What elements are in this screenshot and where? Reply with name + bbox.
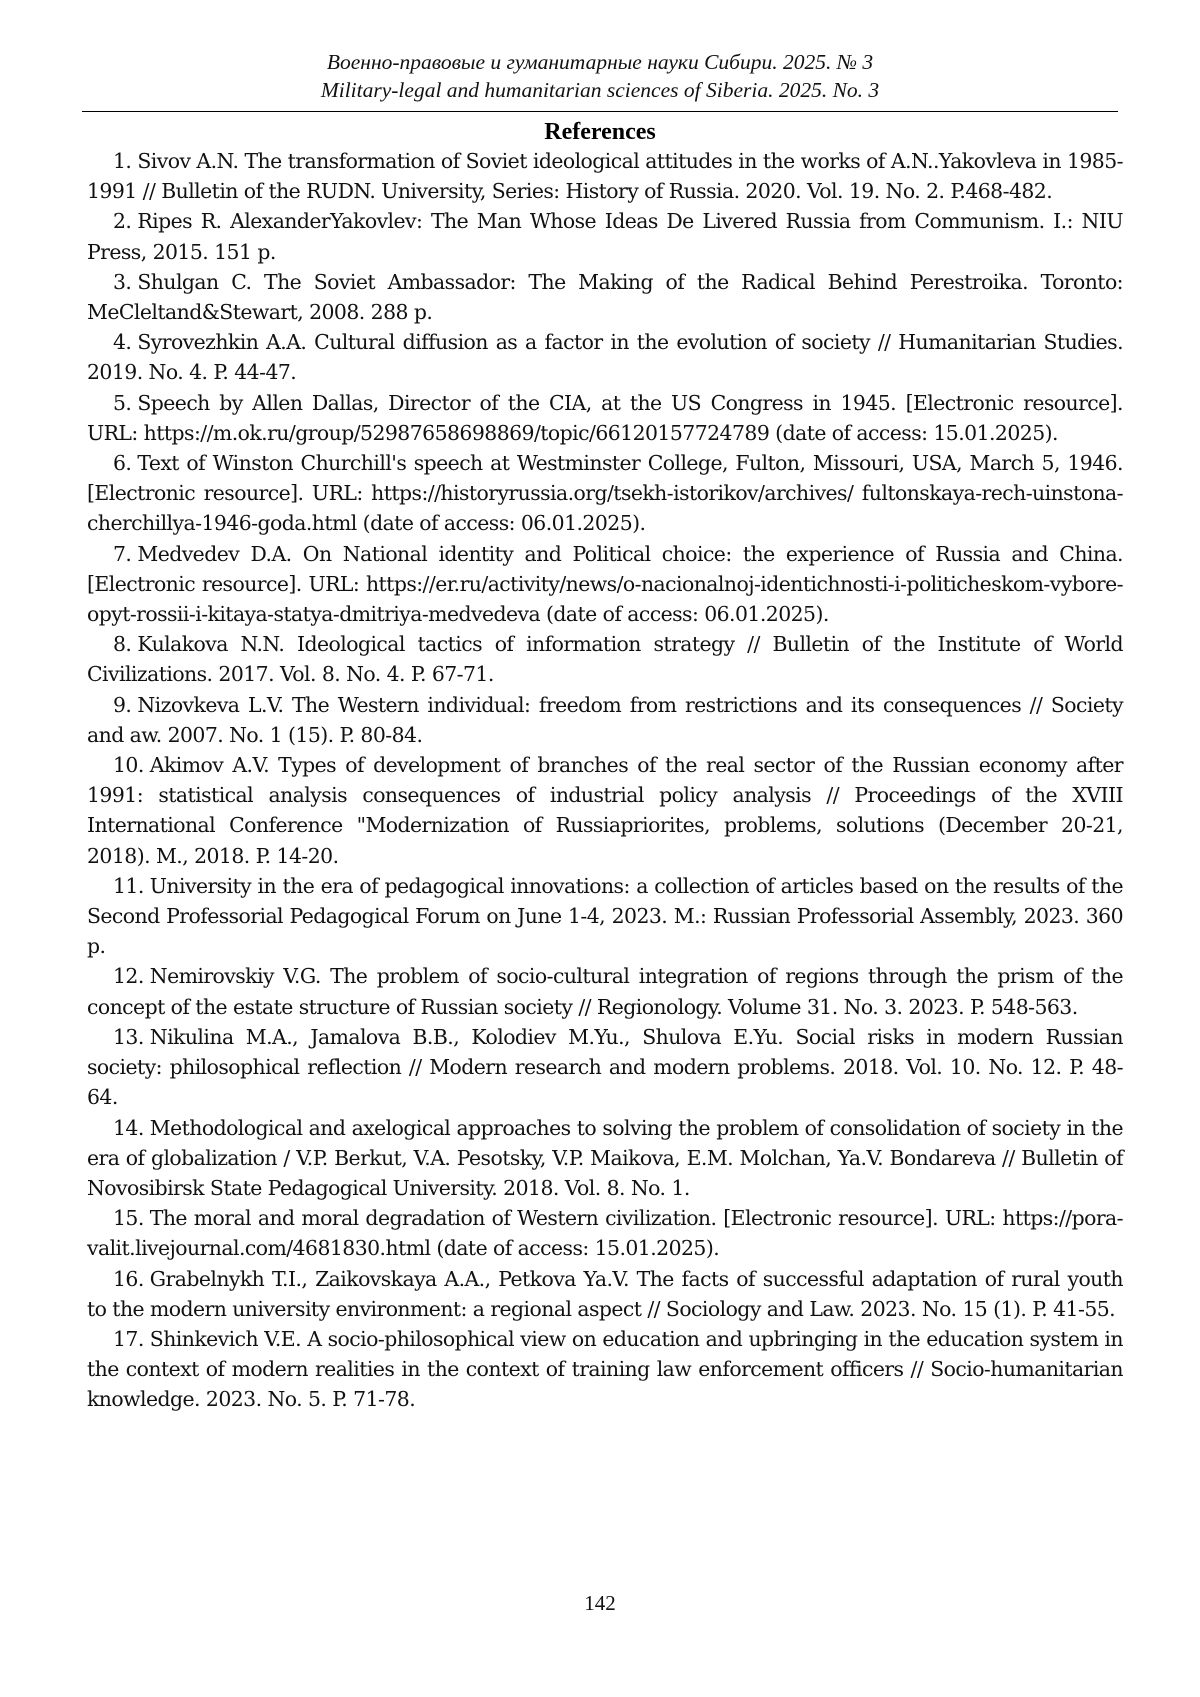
reference-item-7 [87, 539, 1123, 630]
reference-item-10 [87, 750, 1123, 871]
reference-text: Nizovkeva L.V. The Western individual: freedom from restrictions and its consequences // Society and aw. 2007. No. 1 (15). P. 80-84. [87, 692, 1123, 747]
header-line-russian: Военно-правовые и гуманитарные науки Сибири. 2025. № 3 [326, 50, 874, 74]
reference-text: Shinkevich V.E. A socio-philosophical view on education and upbringing in the education system in the context of modern realities in the context of training law enforcement officers // Socio-humanitarian knowledge. 2023. No. 5. P. 71-78. [87, 1326, 1123, 1412]
references-title: References [544, 119, 656, 145]
reference-item-4 [87, 327, 1123, 387]
reference-number: 16. [113, 1266, 144, 1291]
reference-number: 17. [113, 1326, 144, 1351]
reference-item-14 [87, 1113, 1123, 1204]
page-number: 142 [584, 1591, 616, 1615]
reference-item-1 [87, 146, 1123, 206]
reference-number: 2. [113, 209, 132, 234]
reference-number: 13. [113, 1024, 144, 1049]
reference-text: Sivov A.N. The transformation of Soviet ideological attitudes in the works of A.N..Yakovleva in 1985-1991 // Bulletin of the RUDN. University, Series: History of Russia. 2020. Vol. 19. No. 2. P.468-482. [87, 149, 1123, 204]
reference-text: Nemirovskiy V.G. The problem of socio-cultural integration of regions through the prism of the concept of the estate structure of Russian society // Regionology. Volume 31. No. 3. 2023. P. 548-563. [87, 964, 1123, 1019]
reference-item-17 [87, 1324, 1123, 1415]
reference-number: 11. [113, 873, 144, 898]
reference-item-2 [87, 206, 1123, 266]
reference-text: Nikulina M.A., Jamalova B.B., Kolodiev M.Yu., Shulova E.Yu. Social risks in modern Russian society: philosophical reflection // Modern research and modern problems. 2018. Vol. 10. No. 12. P. 48-64. [87, 1024, 1123, 1110]
reference-text: Syrovezhkin A.A. Cultural diffusion as a factor in the evolution of society // Humanitarian Studies. 2019. No. 4. P. 44-47. [87, 330, 1123, 385]
reference-number: 14. [113, 1115, 144, 1140]
reference-text: Speech by Allen Dallas, Director of the CIA, at the US Congress in 1945. [Electronic resource]. URL: https://m.ok.ru/group/52987658698869/topic/66120157724789 (date of access: 15.01.2025). [87, 390, 1123, 445]
reference-text: Text of Winston Churchill's speech at Westminster College, Fulton, Missouri, USA, March 5, 1946. [Electronic resource]. URL: https://historyrussia.org/tsekh-istorikov/archives/ fultonskaya-rech-uinstona-cherchillya-1946-goda.html (date of access: 06.01.2025). [87, 451, 1123, 536]
reference-text: Ripes R. AlexanderYakovlev: The Man Whose Ideas De Livered Russia from Communism. I.: NIU Press, 2015. 151 p. [87, 209, 1123, 264]
header-divider [82, 111, 1118, 112]
reference-number: 15. [113, 1206, 144, 1231]
reference-number: 5. [113, 390, 132, 415]
reference-number: 1. [113, 149, 132, 173]
reference-number: 8. [113, 632, 132, 657]
reference-number: 10. [113, 753, 144, 778]
reference-number: 7. [113, 541, 132, 566]
reference-item-6 [87, 448, 1123, 539]
reference-text: Medvedev D.A. On National identity and Political choice: the experience of Russia and China. [Electronic resource]. URL: https://er.ru/activity/news/o-nacionalnoj-identichnosti-i-politicheskom-vybore-opyt-rossii-i-kitaya-statya-dmitriya-medvedeva (date of access: 06.01.2025). [87, 541, 1123, 627]
reference-item-15 [87, 1203, 1123, 1263]
reference-number: 4. [113, 330, 132, 355]
reference-item-12 [87, 961, 1123, 1021]
reference-number: 3. [113, 269, 132, 294]
reference-item-13 [87, 1022, 1123, 1113]
reference-text: The moral and moral degradation of Western civilization. [Electronic resource]. URL: https://pora-valit.livejournal.com/4681830.html (date of access: 15.01.2025). [87, 1206, 1123, 1261]
reference-text: Methodological and axelogical approaches to solving the problem of consolidation of society in the era of globalization / V.P. Berkut, V.A. Pesotsky, V.P. Maikova, E.M. Molchan, Ya.V. Bondareva // Bulletin of Novosibirsk State Pedagogical University. 2018. Vol. 8. No. 1. [87, 1115, 1123, 1200]
reference-item-5 [87, 388, 1123, 448]
reference-text: Akimov A.V. Types of development of branches of the real sector of the Russian economy after 1991: statistical analysis consequences of industrial policy analysis // Proceedings of the XVIII International Conference "Modernization of Russiapriorites, problems, solutions (December 20-21, 2018). M., 2018. P. 14-20. [87, 753, 1123, 868]
reference-item-8 [87, 629, 1123, 689]
reference-item-11 [87, 871, 1123, 962]
reference-text: University in the era of pedagogical innovations: a collection of articles based on the results of the Second Professorial Pedagogical Forum on June 1-4, 2023. M.: Russian Professorial Assembly, 2023. 360 p. [87, 873, 1123, 959]
reference-text: Kulakova N.N. Ideological tactics of information strategy // Bulletin of the Institute of World Civilizations. 2017. Vol. 8. No. 4. P. 67-71. [87, 632, 1123, 687]
reference-item-9 [87, 690, 1123, 750]
reference-text: Grabelnykh T.I., Zaikovskaya A.A., Petkova Ya.V. The facts of successful adaptation of rural youth to the modern university environment: a regional aspect // Sociology and Law. 2023. No. 15 (1). P. 41-55. [87, 1266, 1123, 1321]
reference-item-16 [87, 1264, 1123, 1324]
reference-number: 12. [113, 964, 144, 989]
references-list [87, 146, 1123, 1415]
reference-number: 6. [113, 451, 132, 476]
header-line-english: Military-legal and humanitarian sciences of Siberia. 2025. No. 3 [320, 78, 880, 102]
reference-text: Shulgan C. The Soviet Ambassador: The Making of the Radical Behind Perestroika. Toronto: MeCleltand&Stewart, 2008. 288 p. [87, 269, 1123, 325]
reference-number: 9. [113, 692, 132, 717]
reference-item-3 [87, 267, 1123, 327]
running-header [82, 48, 1118, 104]
